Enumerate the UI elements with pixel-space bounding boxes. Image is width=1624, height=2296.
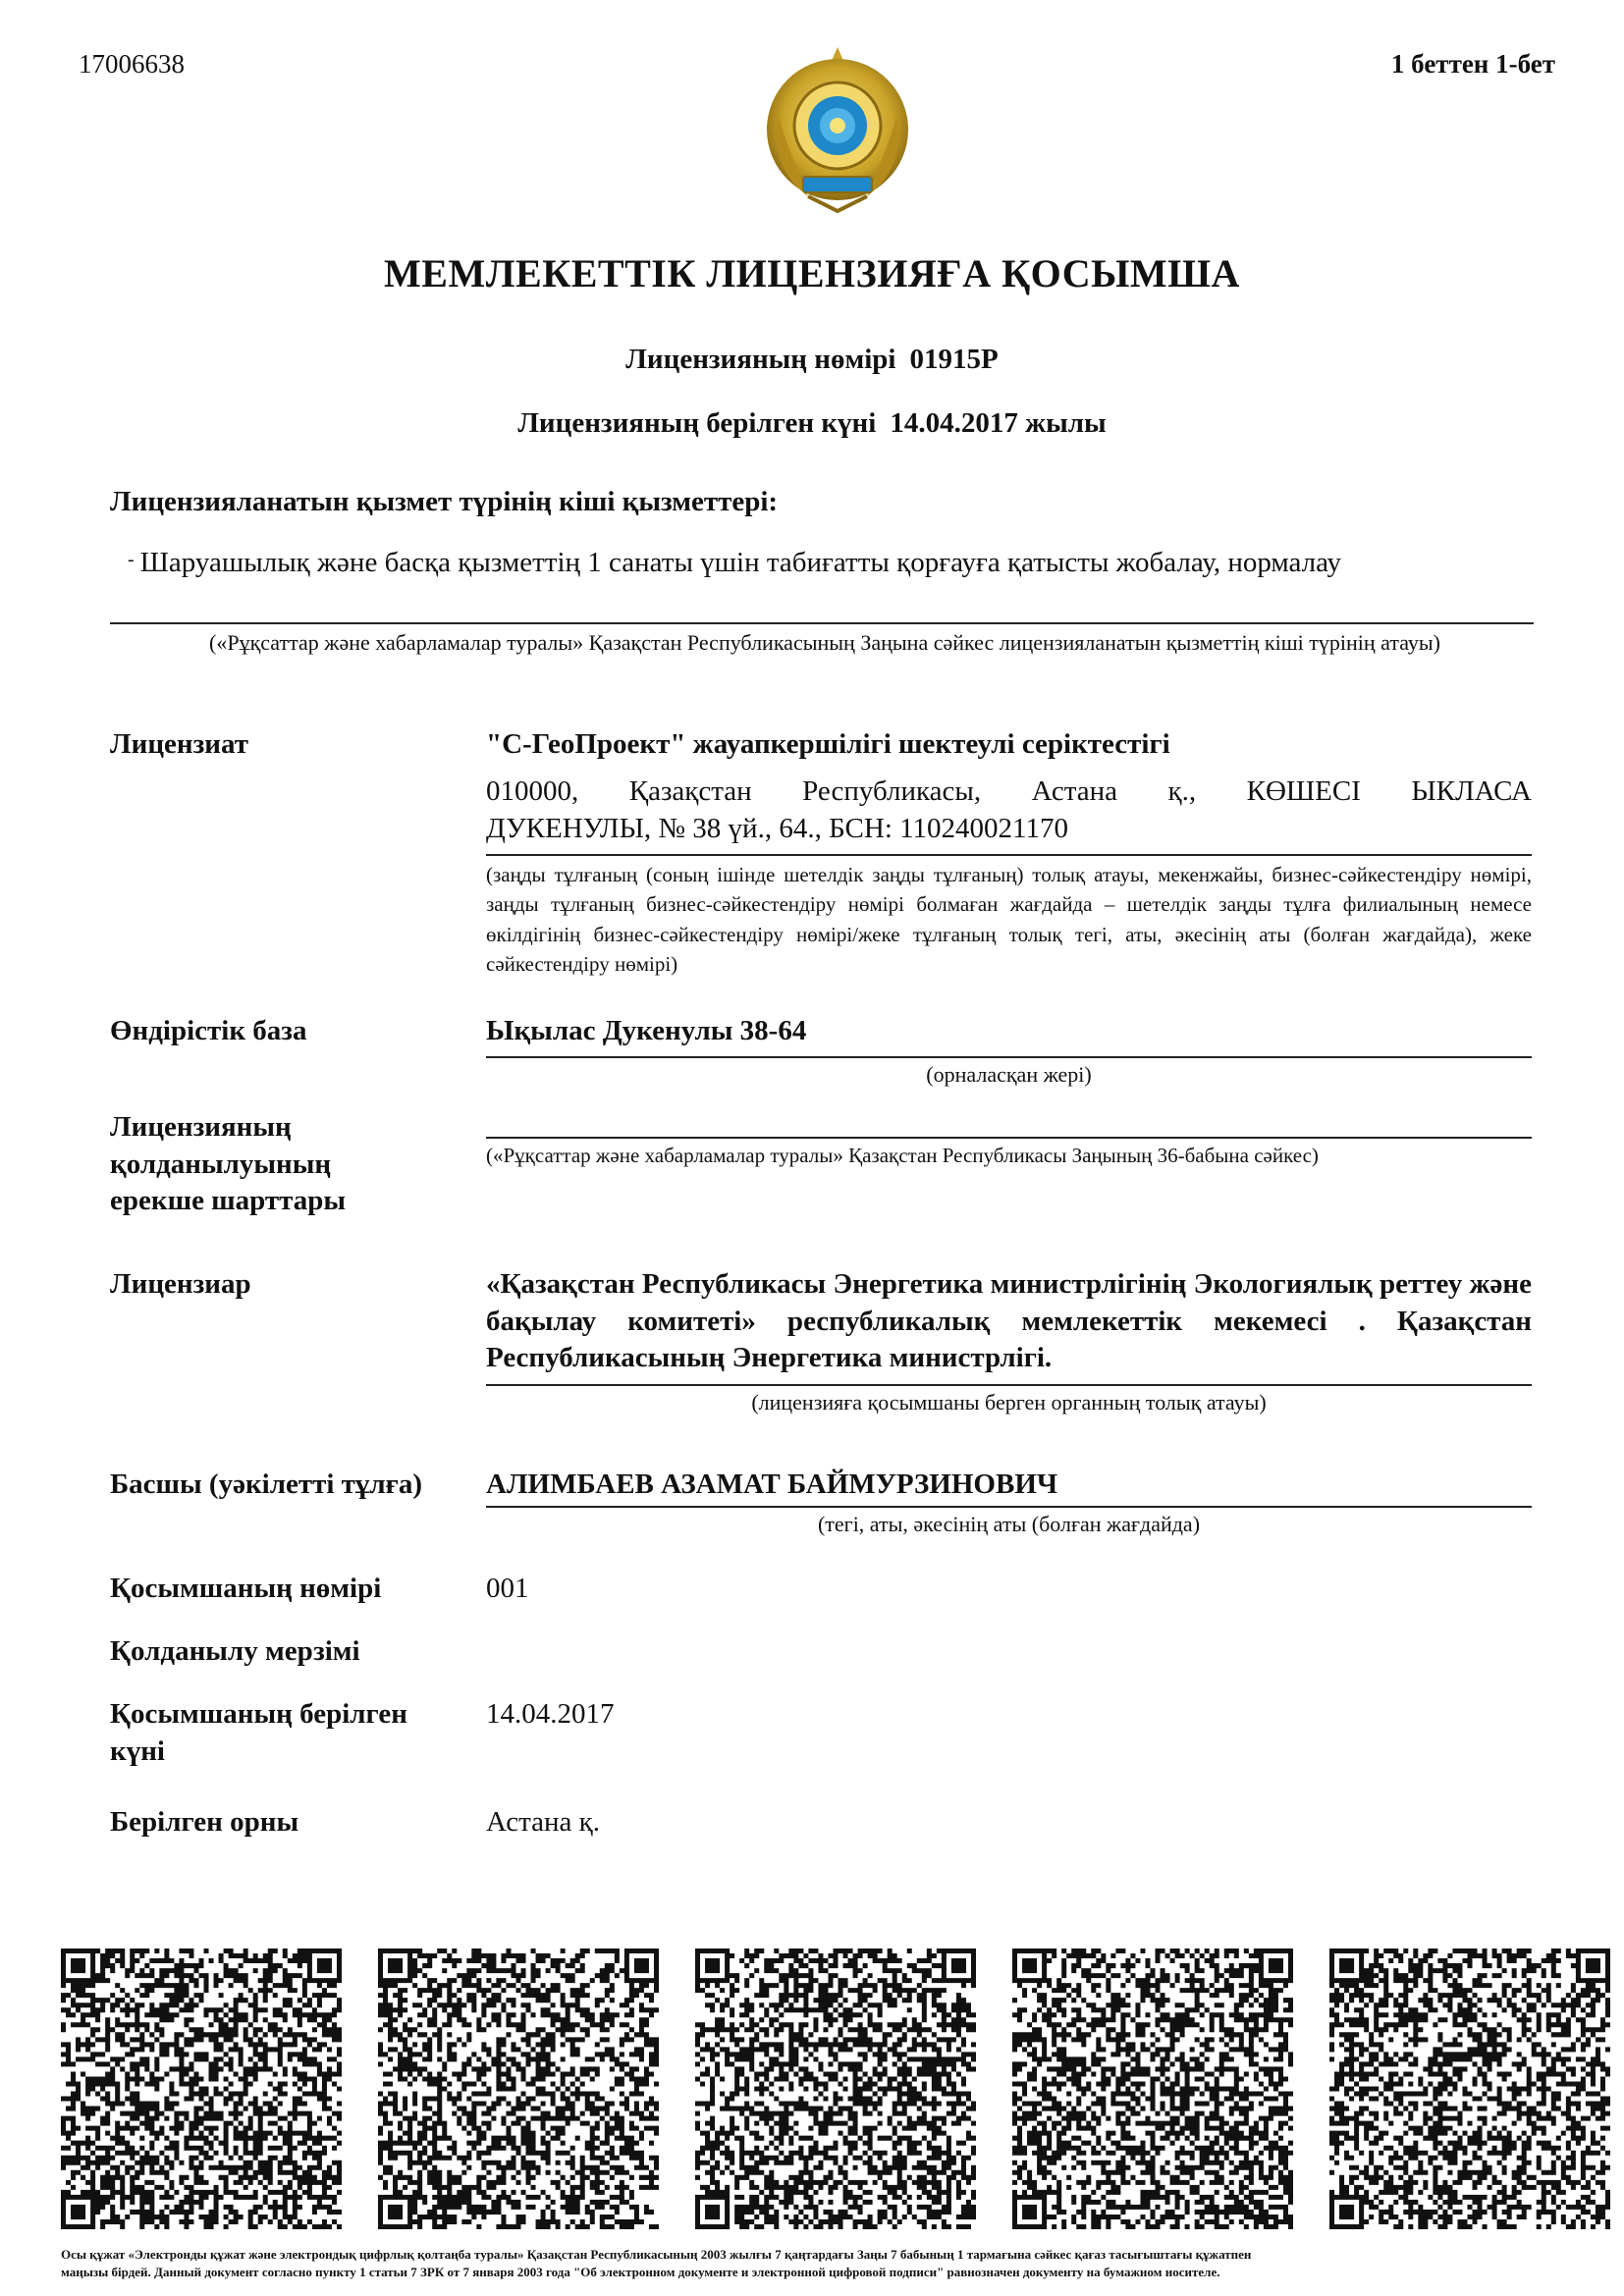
licensor-caption: (лицензияға қосымшаны берген органның толық атауы) [751,1390,1267,1415]
footer-line1: Осы құжат «Электронды құжат және электрондық цифрлық қолтаңба туралы» Қазақстан Республикасының 2003 жылғы 7 қаңтардағы Заңы 7 бабының 1 тармағына сәйкес қағаз тасығыштағы құжатпен [61,2247,1252,2262]
licensee-name: "С-ГеоПроект" жауапкершілігі шектеулі серіктестігі [486,728,1170,760]
appendix-number-label: Қосымшаның нөмірі [110,1573,382,1604]
production-base-label: Өндірістік база [110,1015,307,1046]
production-base-value: Ықылас Дукенулы 38-64 [486,1015,807,1046]
special-conditions-label-line1: Лицензияның [110,1111,292,1143]
head-value: АЛИМБАЕВ АЗАМАТ БАЙМУРЗИНОВИЧ [486,1468,1058,1500]
qr-modules [378,1949,659,2229]
subactivity-dash: - [128,549,135,570]
place-label: Берілген орны [110,1806,299,1838]
licensor-label: Лицензиар [110,1268,251,1300]
special-conditions-label-line3: ерекше шарттары [110,1185,347,1217]
kazakhstan-state-emblem-icon [749,39,926,216]
subactivity-text: Шаруашылық және басқа қызметтің 1 санаты үшін табиғатты қорғауға қатысты жобалау, нормалау [139,547,1342,578]
subactivity-caption: («Рұқсаттар және хабарламалар туралы» Қазақстан Республикасының Заңына сәйкес лицензияланатын қызметтің кіші түрінің атауы) [209,630,1440,655]
licensee-rule [486,854,1532,856]
qr-modules [61,1949,342,2229]
license-number-label: Лицензияның нөмірі [625,344,896,375]
license-date-value: 14.04.2017 жылы [890,407,1107,439]
page-indicator: 1 беттен 1-бет [1390,49,1555,79]
qr-code-icon [695,1949,976,2229]
licensee-address-line1: 010000, Қазақстан Республикасы, Астана қ., КӨШЕСІ ЫКЛАСА [486,775,1532,807]
licensee-label: Лицензиат [110,728,248,760]
head-caption: (тегі, аты, әкесінің аты (болған жағдайда) [817,1512,1201,1536]
issue-date-label-line2: күні [110,1735,165,1767]
qr-modules [1012,1949,1293,2229]
issue-date-value: 14.04.2017 [486,1698,615,1730]
special-conditions-label-line2: қолданылуының [110,1148,332,1180]
head-rule [486,1506,1532,1508]
licensor-rule [486,1384,1532,1386]
place-value: Астана қ. [486,1806,600,1838]
qr-modules [1329,1949,1610,2229]
qr-modules [695,1949,976,2229]
qr-code-icon [61,1949,342,2229]
qr-code-icon [378,1949,659,2229]
production-base-caption: (орналасқан жері) [926,1062,1092,1087]
license-date-line [0,407,1624,440]
special-conditions-label [110,1109,346,1220]
license-number-value: 01915P [909,344,999,375]
special-conditions-rule [486,1137,1532,1139]
license-date-label: Лицензияның берілген күні [517,407,877,439]
head-label: Басшы (уәкілетті тұлға) [110,1468,422,1500]
qr-code-row [61,1949,1612,2233]
qr-code-icon [1329,1949,1610,2229]
subactivities-heading: Лицензияланатын қызмет түрінің кіші қызметтері: [110,486,779,517]
licensor-value: «Қазақстан Республикасы Энергетика министрлігінің Экологиялық реттеу және бақылау комитеті» республикалық мемлекеттік мекемесі . Қазақстан Республикасының Энергетика министрлігі. [486,1268,1532,1374]
document-number: 17006638 [79,49,185,79]
special-conditions-caption: («Рұқсаттар және хабарламалар туралы» Қазақстан Республикасы Заңының 36-бабына сәйкес) [486,1144,1319,1167]
issue-date-label [110,1696,407,1770]
appendix-number-value: 001 [486,1573,529,1604]
document-title: МЕМЛЕКЕТТІК ЛИЦЕНЗИЯҒА ҚОСЫМША [384,251,1240,295]
subactivity-item [128,547,1341,579]
issue-date-label-line1: Қосымшаның берілген [110,1698,407,1730]
subactivity-rule [110,622,1534,624]
validity-label: Қолданылу мерзімі [110,1635,360,1667]
licensee-caption: (заңды тұлғаның (соның ішінде шетелдік заңды тұлғаның) толық атауы, мекенжайы, бизнес-сәйкестендіру нөмірі, заңды тұлғаның бизнес-сәйкестендіру нөмірі болмаған жағдайда – шетелдік заңды тұлға филиалының немесе өкілдігінің бизнес-сәйкестендіру нөмірі/жеке тұлғаның толық тегі, аты, әкесінің аты (болған жағдайда), жеке сәйкестендіру нөмірі) [486,863,1532,977]
production-base-rule [486,1056,1532,1058]
legal-footer [61,2246,1593,2280]
footer-line2: маңызы бірдей. Данный документ согласно пункту 1 статьи 7 ЗРК от 7 января 2003 года "Об электронном документе и электронной цифровой подписи" равнозначен документу на бумажном носителе. [61,2264,1220,2279]
qr-code-icon [1012,1949,1293,2229]
licensee-address-line2: ДУКЕНУЛЫ, № 38 үй., 64., БСН: 110240021170 [486,813,1068,844]
license-number-line [0,344,1624,376]
